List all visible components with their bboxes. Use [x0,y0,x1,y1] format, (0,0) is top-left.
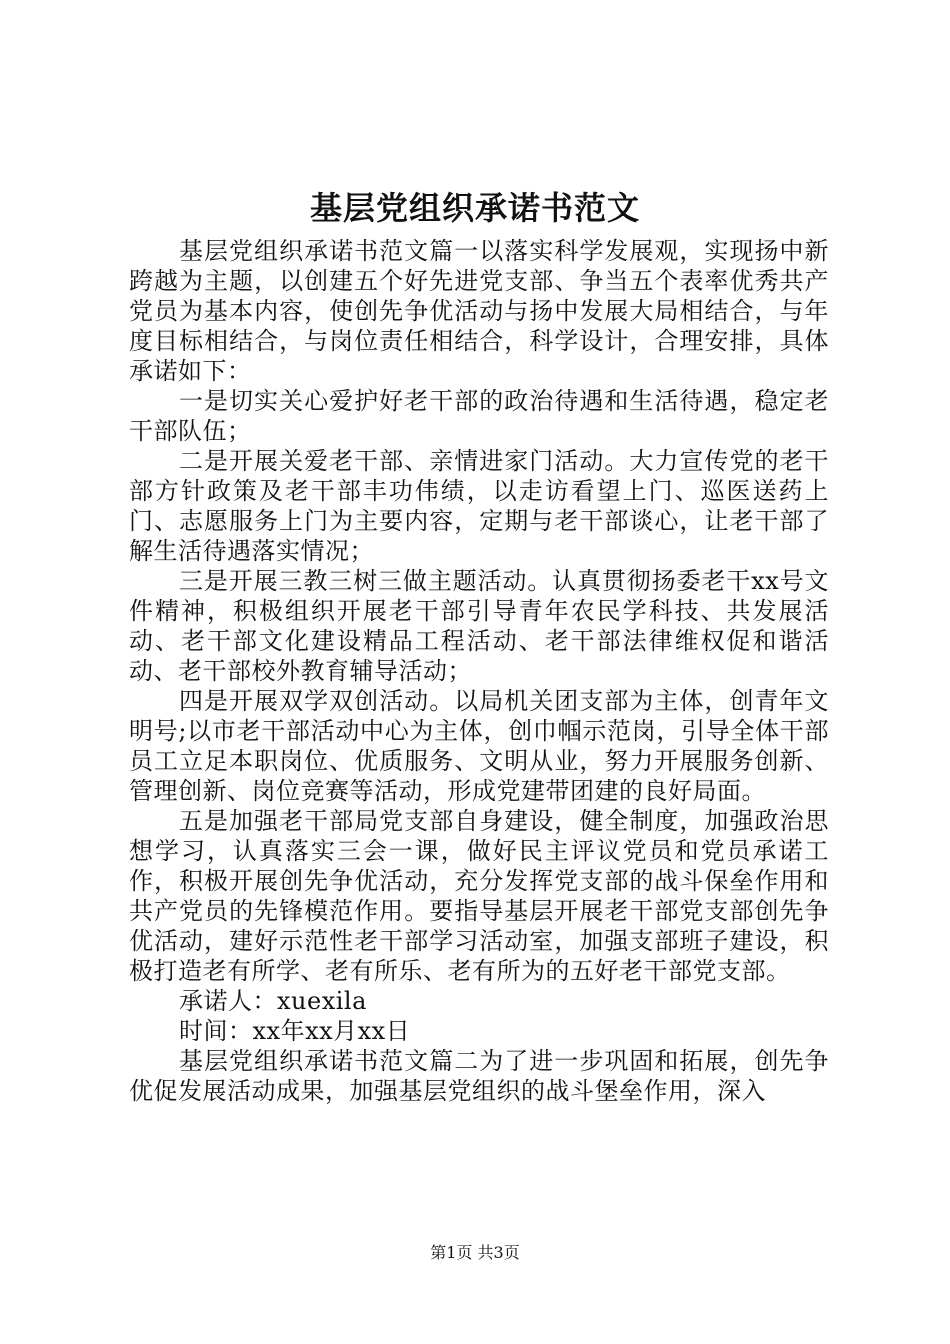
page-number-footer: 第1页 共3页 [430,1243,520,1262]
paragraph-item-3: 三是开展三教三树三做主题活动。认真贯彻扬委老干xx号文件精神，积极组织开展老干部引导青年农民学科技、共发展活动、老干部文化建设精品工程活动、老干部法律维权促和谐活动、老干部校外教育辅导活动； [129,567,829,685]
paragraph-item-5: 五是加强老干部局党支部自身建设，健全制度，加强政治思想学习，认真落实三会一课，做好民主评议党员和党员承诺工作，积极开展创先争优活动，充分发挥党支部的战斗保垒作用和共产党员的先锋模范作用。要指导基层开展老干部党支部创先争优活动，建好示范性老干部学习活动室，加强支部班子建设，积极打造老有所学、老有所乐、老有所为的五好老干部党支部。 [129,807,829,985]
paragraph-item-1: 一是切实关心爱护好老干部的政治待遇和生活待遇，稳定老干部队伍； [129,387,829,445]
document-title: 基层党组织承诺书范文 [309,189,640,227]
paragraph-item-4: 四是开展双学双创活动。以局机关团支部为主体，创青年文明号;以市老干部活动中心为主体，创巾帼示范岗，引导全体干部员工立足本职岗位、优质服务、文明从业，努力开展服务创新、管理创新、岗位竞赛等活动，形成党建带团建的良好局面。 [129,687,829,805]
paragraph-signatory: 承诺人：xuexila [179,987,367,1015]
paragraph-second-article: 基层党组织承诺书范文篇二为了进一步巩固和拓展，创先争优促发展活动成果，加强基层党组织的战斗堡垒作用，深入 [129,1047,829,1105]
document-body [129,236,829,1106]
paragraph-item-2: 二是开展关爱老干部、亲情进家门活动。大力宣传党的老干部方针政策及老干部丰功伟绩，以走访看望上门、巡医送药上门、志愿服务上门为主要内容，定期与老干部谈心，让老干部了解生活待遇落实情况； [129,447,829,565]
paragraph-intro: 基层党组织承诺书范文篇一以落实科学发展观，实现扬中新跨越为主题，以创建五个好先进党支部、争当五个表率优秀共产党员为基本内容，使创先争优活动与扬中发展大局相结合，与年度目标相结合，与岗位责任相结合，科学设计，合理安排，具体承诺如下： [129,237,829,385]
paragraph-date: 时间：xx年xx月xx日 [179,1017,411,1045]
